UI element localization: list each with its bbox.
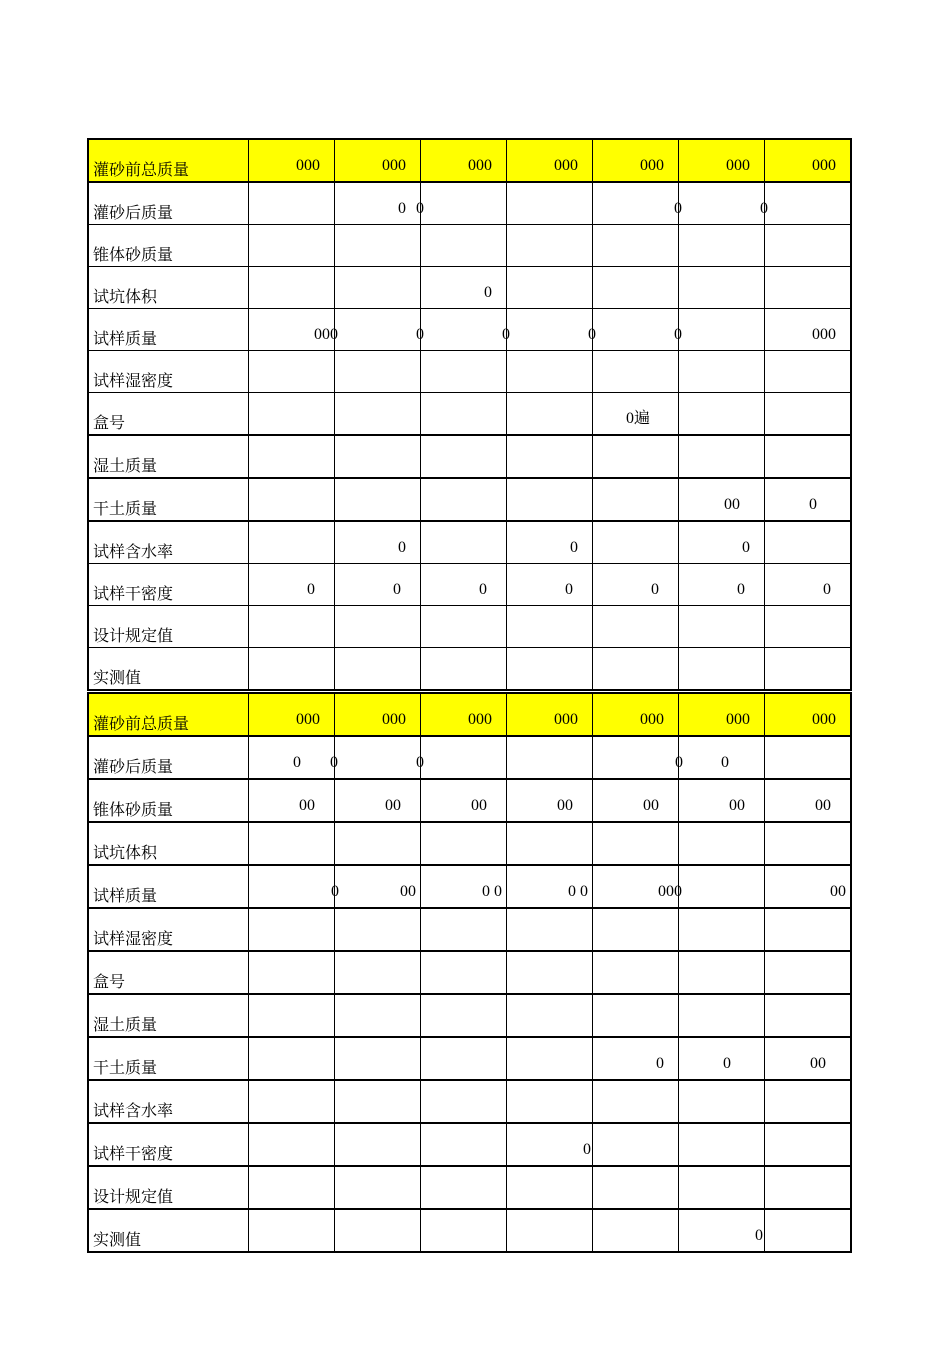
cell-text: 0 [656,1055,664,1072]
cell-value [249,225,335,267]
cell-value [507,908,593,951]
cell-value [593,779,679,822]
row-label: 灌砂后质量 [88,182,249,225]
row-label: 锥体砂质量 [88,779,249,822]
cell-value [249,1123,335,1166]
table-row [88,779,851,822]
cell-text: 0 [570,539,578,556]
cell-value [421,478,507,521]
cell-text: 000 [812,711,836,728]
cell-text: 000 [554,157,578,174]
table-row [88,225,851,267]
table-row [88,1166,851,1209]
table-row [88,435,851,478]
cell-value [507,1123,593,1166]
cell-value [679,1123,765,1166]
cell-text: 00 [471,797,487,814]
cell-value [507,521,593,564]
cell-text: 00 [385,797,401,814]
cell-value [765,865,852,908]
cell-value [249,779,335,822]
cell-value [674,865,765,908]
cell-value [593,139,679,182]
cell-value [507,1037,593,1080]
cell-value [335,1037,421,1080]
row-label: 试样含水率 [88,1080,249,1123]
row-label: 试坑体积 [88,822,249,865]
cell-text: 000 [468,711,492,728]
cell-value [249,564,335,606]
cell-text: 00 [400,883,416,900]
cell-value [421,1037,507,1080]
cell-text: 00 [299,797,315,814]
cell-value [593,393,679,436]
cell-text: 0 [721,754,729,771]
cell-value [249,865,339,908]
cell-value [249,908,335,951]
cell-text: 00 [810,1055,826,1072]
cell-value [507,351,593,393]
table-row [88,1037,851,1080]
row-label: 试样含水率 [88,521,249,564]
table-row [88,267,851,309]
table-row [88,693,851,736]
table-row [88,908,851,951]
cell-text: 0 [484,284,492,301]
cell-value [249,822,335,865]
cell-value [335,1166,421,1209]
cell-value [507,1209,593,1252]
table-row [88,822,851,865]
cell-text: 00 [643,797,659,814]
cell-text: 0 [588,326,596,343]
cell-value [507,648,593,691]
row-label: 实测值 [88,1209,249,1252]
cell-value [765,1123,852,1166]
cell-value [335,951,421,994]
cell-value [421,521,507,564]
cell-value [335,865,421,908]
table-row [88,865,851,908]
cell-value [593,521,679,564]
cell-value [330,309,421,351]
cell-value [760,182,852,225]
cell-text: 0 [393,581,401,598]
cell-value [593,435,679,478]
cell-text: 0遍 [626,410,651,427]
cell-text: 0 [330,754,338,771]
cell-value [593,564,679,606]
cell-value [335,822,421,865]
cell-value [507,393,593,436]
cell-value [335,182,421,225]
table-row [88,139,851,182]
cell-text: 0 [823,581,831,598]
cell-text: 0 [674,326,682,343]
cell-value [593,648,679,691]
cell-value [335,606,421,648]
cell-value [674,182,765,225]
cell-value [507,994,593,1037]
cell-text: 0 0 [568,883,588,900]
cell-text: 0 [809,496,817,513]
cell-text: 000 [726,711,750,728]
cell-value [421,822,507,865]
cell-value [249,1209,335,1252]
cell-value [593,865,679,908]
cell-value [679,564,765,606]
row-label: 试样湿密度 [88,351,249,393]
cell-value [507,865,593,908]
cell-value [249,1166,335,1209]
cell-value [507,564,593,606]
cell-value [679,393,765,436]
cell-value [765,994,852,1037]
cell-value [593,822,679,865]
cell-value [593,736,683,779]
cell-value [593,1209,679,1252]
cell-value [765,822,852,865]
cell-text: 0 [674,883,682,900]
row-label: 试样质量 [88,865,249,908]
table-row [88,994,851,1037]
cell-text: 0 [565,581,573,598]
cell-text: 0 [398,200,406,217]
cell-value [507,478,593,521]
cell-value [679,606,765,648]
cell-text: 0 [723,1055,731,1072]
cell-text: 0 [583,1141,591,1158]
row-label: 灌砂前总质量 [88,139,249,182]
cell-value [421,435,507,478]
cell-value [593,606,679,648]
cell-value [765,564,852,606]
cell-value [507,139,593,182]
cell-text: 00 [830,883,846,900]
cell-value [765,139,852,182]
cell-value [765,478,852,521]
cell-value [249,435,335,478]
table-row [88,736,851,779]
cell-value [765,1037,852,1080]
cell-text: 0 [307,581,315,598]
cell-value [421,606,507,648]
cell-text: 0 [479,581,487,598]
cell-value [507,951,593,994]
cell-value [335,521,421,564]
cell-value [421,139,507,182]
cell-value [679,951,765,994]
cell-text: 0 [675,754,683,771]
cell-value [421,1209,507,1252]
cell-value [679,994,765,1037]
cell-value [507,182,593,225]
cell-value [765,1080,852,1123]
cell-value [765,435,852,478]
cell-value [679,908,765,951]
cell-value [421,951,507,994]
cell-text: 000 [554,711,578,728]
cell-text: 000 [812,157,836,174]
cell-value [679,1037,765,1080]
row-label: 试样质量 [88,309,249,351]
cell-value [335,267,421,309]
cell-text: 00 [658,883,674,900]
table-row [88,1209,851,1252]
cell-value [335,564,421,606]
cell-text: 0 0 [482,883,502,900]
cell-text: 0 [502,326,510,343]
cell-text: 00 [815,797,831,814]
cell-text: 0 [742,539,750,556]
cell-value [249,393,335,436]
cell-value [674,309,765,351]
cell-text: 0 [674,200,682,217]
cell-text: 000 [726,157,750,174]
table-row [88,606,851,648]
cell-value [416,736,507,779]
cell-value [765,1209,852,1252]
cell-value [679,478,765,521]
row-label: 湿土质量 [88,994,249,1037]
table-row [88,521,851,564]
cell-value [335,139,421,182]
sand-cone-table-1 [87,138,852,691]
cell-value [593,225,679,267]
cell-value [679,648,765,691]
cell-value [679,351,765,393]
cell-value [679,139,765,182]
cell-text: 000 [468,157,492,174]
cell-value [679,693,765,736]
cell-value [765,1166,852,1209]
cell-value [335,994,421,1037]
cell-value [335,1123,421,1166]
cell-value [588,309,679,351]
cell-text: 000 [382,157,406,174]
cell-value [249,1037,335,1080]
cell-value [249,606,335,648]
cell-value [421,865,507,908]
cell-value [593,951,679,994]
cell-value [679,435,765,478]
cell-value [765,351,852,393]
cell-value [421,693,507,736]
cell-value [249,648,335,691]
row-label: 试坑体积 [88,267,249,309]
cell-value [593,478,679,521]
cell-value [679,1209,765,1252]
cell-value [765,693,852,736]
cell-value [335,225,421,267]
cell-value [249,951,335,994]
cell-value [249,309,335,351]
cell-value [421,1166,507,1209]
cell-value [765,736,852,779]
cell-value [249,736,335,779]
cell-value [421,779,507,822]
cell-value [765,225,852,267]
row-label: 灌砂后质量 [88,736,249,779]
cell-value [507,779,593,822]
cell-value [765,951,852,994]
row-label: 干土质量 [88,1037,249,1080]
table-row [88,182,851,225]
cell-value [416,309,507,351]
cell-value [679,521,765,564]
cell-text: 00 [557,797,573,814]
cell-value [679,736,765,779]
cell-text: 0 [416,326,424,343]
cell-value [679,822,765,865]
table-row [88,309,851,351]
cell-value [335,435,421,478]
cell-value [593,182,679,225]
row-label: 设计规定值 [88,606,249,648]
table-row [88,951,851,994]
cell-value [335,1080,421,1123]
row-label: 设计规定值 [88,1166,249,1209]
cell-value [765,908,852,951]
cell-text: 0 [760,200,768,217]
cell-value [679,225,765,267]
cell-value [507,1080,593,1123]
row-label: 干土质量 [88,478,249,521]
cell-value [593,994,679,1037]
cell-value [593,1080,679,1123]
cell-value [421,1080,507,1123]
row-label: 试样干密度 [88,1123,249,1166]
cell-value [335,648,421,691]
cell-value [421,351,507,393]
cell-value [421,648,507,691]
cell-value [249,994,335,1037]
cell-text: 0 [755,1227,763,1244]
cell-text: 000 [812,326,836,343]
cell-value [249,1080,335,1123]
cell-text: 000 [296,711,320,728]
cell-value [765,648,852,691]
table-row [88,564,851,606]
cell-text: 0 [330,326,338,343]
row-label: 盒号 [88,951,249,994]
table-row [88,351,851,393]
cell-value [421,994,507,1037]
cell-text: 000 [640,711,664,728]
cell-text: 000 [640,157,664,174]
cell-text: 00 [724,496,740,513]
cell-value [249,693,335,736]
row-label: 试样干密度 [88,564,249,606]
cell-value [249,521,335,564]
cell-value [335,351,421,393]
cell-value [335,693,421,736]
cell-value [335,393,421,436]
cell-value [593,1037,679,1080]
table-row [88,648,851,691]
cell-value [593,267,679,309]
cell-text: 0 [331,883,339,900]
cell-value [330,736,421,779]
cell-value [249,182,335,225]
cell-value [249,139,335,182]
cell-value [507,693,593,736]
cell-value [335,1209,421,1252]
cell-value [507,606,593,648]
cell-value [421,225,507,267]
cell-text: 000 [382,711,406,728]
cell-value [249,267,335,309]
cell-value [421,1123,507,1166]
cell-value [679,1166,765,1209]
cell-text: 0 [398,539,406,556]
cell-value [765,606,852,648]
cell-value [765,309,852,351]
cell-text: 000 [296,157,320,174]
row-label: 实测值 [88,648,249,691]
table-row [88,478,851,521]
cell-value [416,182,507,225]
row-label: 试样湿密度 [88,908,249,951]
cell-value [507,267,593,309]
cell-value [593,1166,679,1209]
table-row [88,1123,851,1166]
cell-value [421,564,507,606]
cell-value [593,693,679,736]
cell-value [593,908,679,951]
row-label: 锥体砂质量 [88,225,249,267]
cell-value [765,779,852,822]
cell-value [507,736,593,779]
cell-text: 0 [293,754,301,771]
cell-value [765,521,852,564]
cell-value [679,1080,765,1123]
cell-text: 00 [314,326,330,343]
table-row [88,393,851,436]
cell-value [765,267,852,309]
cell-text: 0 [416,754,424,771]
cell-text: 0 [651,581,659,598]
cell-value [507,1166,593,1209]
cell-value [507,435,593,478]
cell-value [507,225,593,267]
cell-value [335,908,421,951]
cell-value [679,779,765,822]
cell-value [593,351,679,393]
cell-value [502,309,593,351]
cell-text: 0 [737,581,745,598]
cell-value [335,478,421,521]
cell-value [679,267,765,309]
cell-value [421,393,507,436]
cell-value [335,779,421,822]
row-label: 灌砂前总质量 [88,693,249,736]
cell-text: 0 [416,200,424,217]
table-row [88,1080,851,1123]
cell-value [421,908,507,951]
row-label: 湿土质量 [88,435,249,478]
cell-value [593,1123,679,1166]
cell-text: 00 [729,797,745,814]
cell-value [249,351,335,393]
cell-value [765,393,852,436]
cell-value [507,822,593,865]
sand-cone-table-2 [87,692,852,1253]
row-label: 盒号 [88,393,249,436]
cell-value [421,267,507,309]
cell-value [249,478,335,521]
